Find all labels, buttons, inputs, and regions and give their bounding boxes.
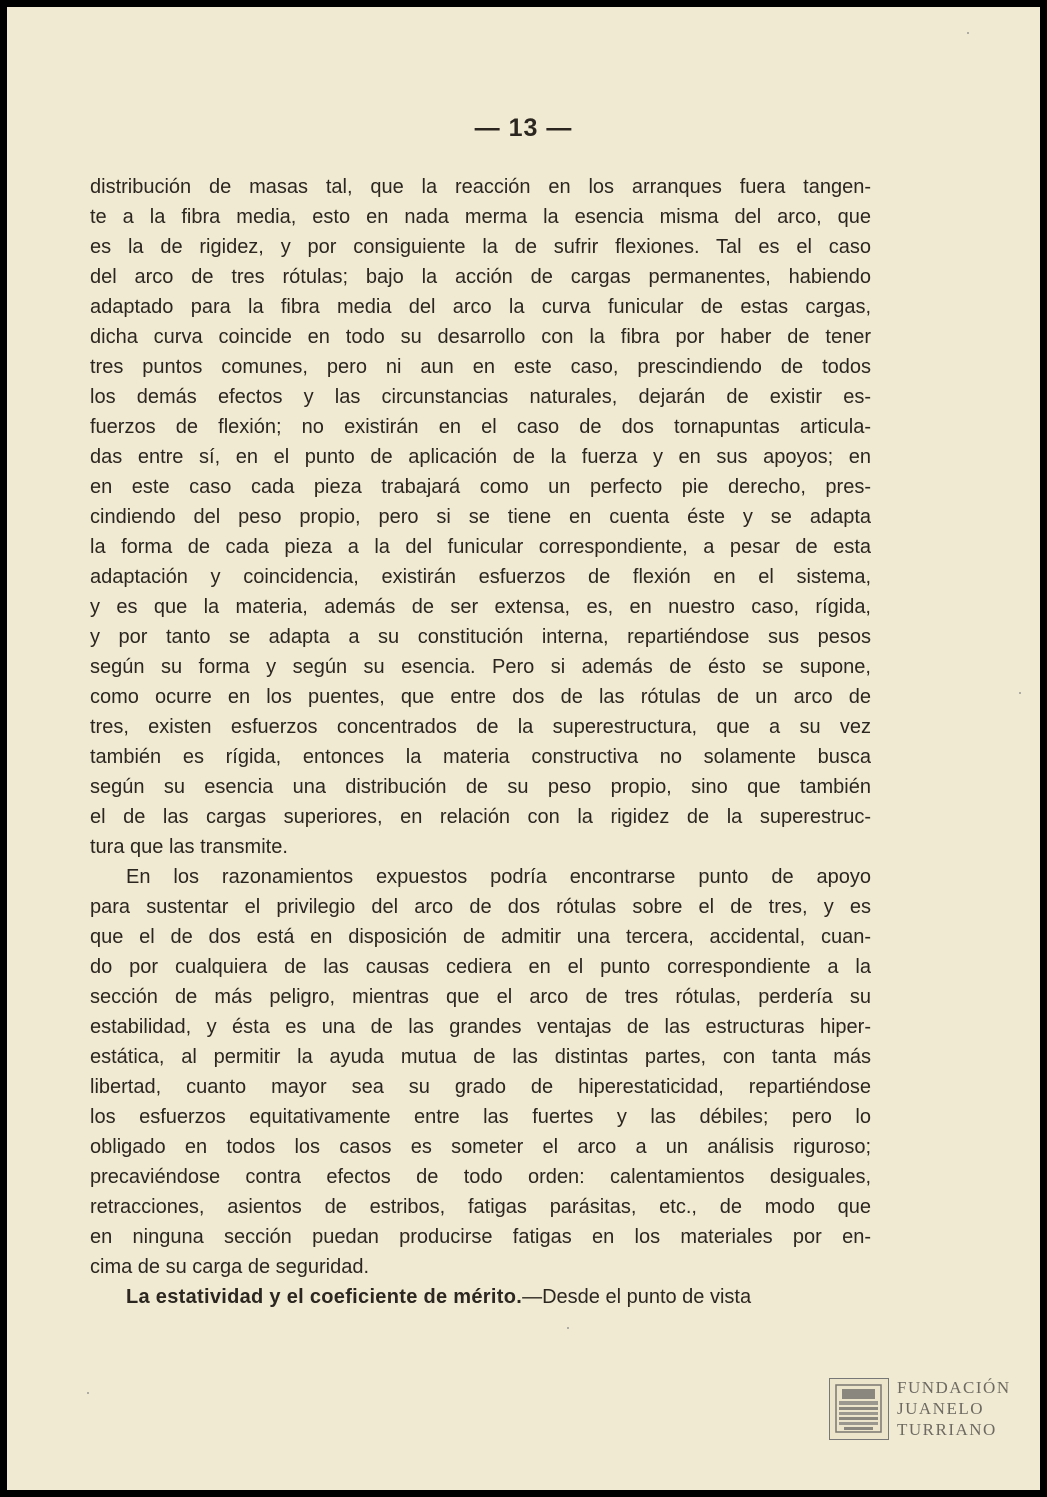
text-line: fuerzos de flexión; no existirán en el caso de dos tornapuntas articula- — [90, 416, 871, 438]
text-line: obligado en todos los casos es someter el arco a un análisis riguroso; — [90, 1136, 871, 1158]
text-line: cindiendo del peso propio, pero si se tiene en cuenta éste y se adapta — [90, 506, 871, 528]
text-line: del arco de tres rótulas; bajo la acción de cargas permanentes, habiendo — [90, 266, 871, 288]
text-line: precaviéndose contra efectos de todo orden: calentamientos desiguales, — [90, 1166, 871, 1188]
body-text — [90, 172, 871, 1312]
logo-line-2: JUANELO — [897, 1399, 984, 1418]
text-line: para sustentar el privilegio del arco de dos rótulas sobre el de tres, y es — [90, 896, 871, 918]
text-line: distribución de masas tal, que la reacción en los arranques fuera tangen- — [90, 176, 871, 198]
text-line: retracciones, asientos de estribos, fatigas parásitas, etc., de modo que — [90, 1196, 871, 1218]
text-line: según su esencia una distribución de su peso propio, sino que también — [90, 776, 871, 798]
text-line: adaptación y coincidencia, existirán esfuerzos de flexión en el sistema, — [90, 566, 871, 588]
text-line: los esfuerzos equitativamente entre las fuertes y las débiles; pero lo — [90, 1106, 871, 1128]
text-line: el de las cargas superiores, en relación con la rigidez de la superestruc- — [90, 806, 871, 828]
text-line: tres puntos comunes, pero ni aun en este caso, prescindiendo de todos — [90, 356, 871, 378]
document-page — [7, 7, 1040, 1490]
section-start-line — [90, 1282, 871, 1312]
text-line: das entre sí, en el punto de aplicación de la fuerza y en sus apoyos; en — [90, 446, 871, 468]
text-line: estática, al permitir la ayuda mutua de las distintas partes, con tanta más — [90, 1046, 871, 1068]
fundacion-logo-text — [897, 1377, 1011, 1440]
text-line: te a la fibra media, esto en nada merma la esencia misma del arco, que — [90, 206, 871, 228]
paper-speck — [567, 1327, 569, 1329]
text-line: también es rígida, entonces la materia constructiva no solamente busca — [90, 746, 871, 768]
paper-speck — [967, 32, 969, 34]
text-line: en ninguna sección puedan producirse fatigas en los materiales por en- — [90, 1226, 871, 1248]
text-line: como ocurre en los puentes, que entre dos de las rótulas de un arco de — [90, 686, 871, 708]
text-line: en este caso cada pieza trabajará como un perfecto pie derecho, pres- — [90, 476, 871, 498]
text-line: estabilidad, y ésta es una de las grandes ventajas de las estructuras hiper- — [90, 1016, 871, 1038]
section-heading: La estatividad y el coeficiente de mérito. — [126, 1286, 523, 1308]
text-line: los demás efectos y las circunstancias naturales, dejarán de existir es- — [90, 386, 871, 408]
fundacion-logo-icon — [829, 1378, 889, 1440]
page-number: — 13 — — [474, 114, 573, 142]
text-line: libertad, cuanto mayor sea su grado de hiperestaticidad, repartiéndose — [90, 1076, 871, 1098]
fundacion-logo — [829, 1377, 1011, 1440]
text-line: sección de más peligro, mientras que el arco de tres rótulas, perdería su — [90, 986, 871, 1008]
text-line: y es que la materia, además de ser extensa, es, en nuestro caso, rígida, — [90, 596, 871, 618]
logo-line-1: FUNDACIÓN — [897, 1378, 1011, 1397]
paper-speck — [87, 1392, 89, 1394]
section-continuation: —Desde el punto de vista — [522, 1286, 752, 1308]
text-line: En los razonamientos expuestos podría encontrarse punto de apoyo — [126, 866, 871, 888]
text-line: tres, existen esfuerzos concentrados de la superestructura, que a su vez — [90, 716, 871, 738]
text-line: que el de dos está en disposición de admitir una tercera, accidental, cuan- — [90, 926, 871, 948]
text-line: tura que las transmite. — [90, 836, 288, 858]
logo-line-3: TURRIANO — [897, 1420, 997, 1439]
text-line: dicha curva coincide en todo su desarrollo con la fibra por haber de tener — [90, 326, 871, 348]
text-line: y por tanto se adapta a su constitución interna, repartiéndose sus pesos — [90, 626, 871, 648]
text-line: adaptado para la fibra media del arco la curva funicular de estas cargas, — [90, 296, 871, 318]
text-line: do por cualquiera de las causas cediera en el punto correspondiente a la — [90, 956, 871, 978]
paper-speck — [1019, 692, 1021, 694]
text-line: es la de rigidez, y por consiguiente la de sufrir flexiones. Tal es el caso — [90, 236, 871, 258]
paragraph-2 — [90, 862, 871, 1282]
paragraph-1 — [90, 172, 871, 862]
text-line: cima de su carga de seguridad. — [90, 1256, 370, 1278]
text-line: la forma de cada pieza a la del funicular correspondiente, a pesar de esta — [90, 536, 871, 558]
text-line: según su forma y según su esencia. Pero si además de ésto se supone, — [90, 656, 871, 678]
